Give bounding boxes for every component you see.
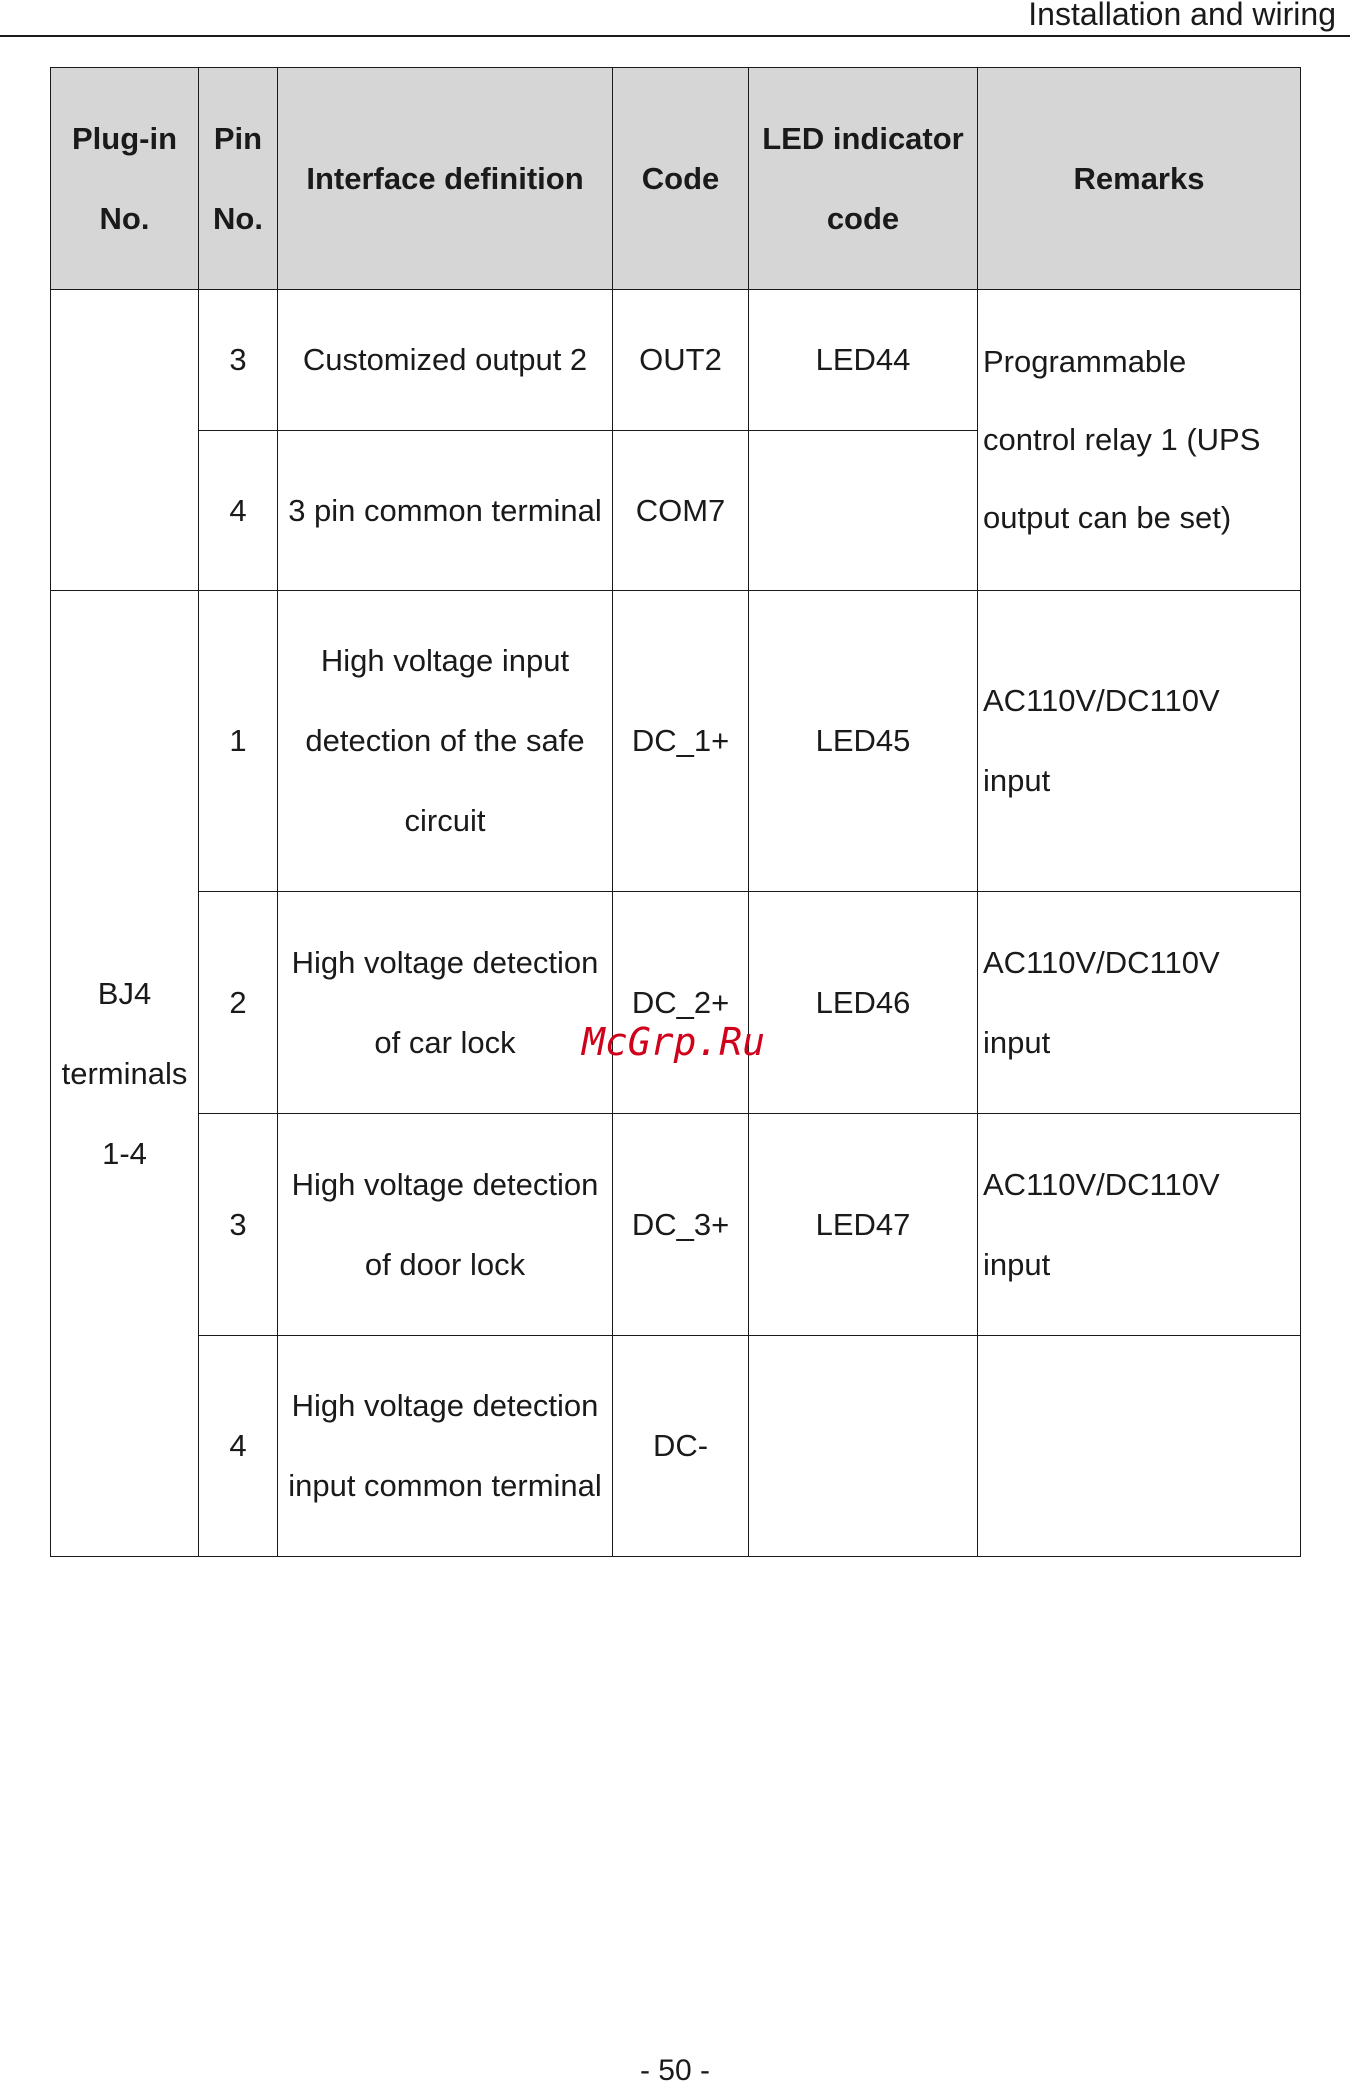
interface-definition-cell: Customized output 2	[278, 290, 613, 431]
interface-definition-cell: 3 pin common terminal	[278, 431, 613, 591]
plug-in-cell: BJ4 terminals 1-4	[51, 591, 199, 1557]
code-cell: DC-	[613, 1336, 749, 1557]
code-cell: COM7	[613, 431, 749, 591]
header-plug-in-no: Plug-in No.	[51, 68, 199, 290]
header-interface-definition: Interface definition	[278, 68, 613, 290]
interface-definition-cell: High voltage detection of car lock	[278, 892, 613, 1114]
code-cell: DC_3+	[613, 1114, 749, 1336]
led-cell: LED45	[749, 591, 978, 892]
interface-definition-cell: High voltage input detection of the safe circuit	[278, 591, 613, 892]
header-remarks: Remarks	[978, 68, 1301, 290]
header-pin-no: Pin No.	[199, 68, 278, 290]
table-row	[51, 892, 1301, 1114]
code-cell: OUT2	[613, 290, 749, 431]
interface-definition-cell: High voltage detection input common terminal	[278, 1336, 613, 1557]
header-led-indicator-code: LED indicator code	[749, 68, 978, 290]
led-cell	[749, 1336, 978, 1557]
led-cell: LED47	[749, 1114, 978, 1336]
pin-cell: 3	[199, 290, 278, 431]
table-row	[51, 290, 1301, 431]
pin-cell: 2	[199, 892, 278, 1114]
interface-table	[50, 67, 1301, 1557]
table-row	[51, 591, 1301, 892]
remarks-cell: Programmable control relay 1 (UPS output can be set)	[978, 290, 1301, 591]
led-cell: LED46	[749, 892, 978, 1114]
led-cell	[749, 431, 978, 591]
table-row	[51, 1114, 1301, 1336]
led-cell: LED44	[749, 290, 978, 431]
header-rule	[0, 35, 1350, 37]
remarks-cell: AC110V/DC110V input	[978, 591, 1301, 892]
interface-definition-cell: High voltage detection of door lock	[278, 1114, 613, 1336]
table-row	[51, 1336, 1301, 1557]
header-code: Code	[613, 68, 749, 290]
remarks-cell: AC110V/DC110V input	[978, 892, 1301, 1114]
remarks-cell: AC110V/DC110V input	[978, 1114, 1301, 1336]
table-header-row	[51, 68, 1301, 290]
watermark: McGrp.Ru	[582, 1020, 766, 1064]
pin-cell: 4	[199, 431, 278, 591]
remarks-cell	[978, 1336, 1301, 1557]
code-cell: DC_2+	[613, 892, 749, 1114]
plug-in-cell	[51, 290, 199, 591]
pin-cell: 1	[199, 591, 278, 892]
code-cell: DC_1+	[613, 591, 749, 892]
pin-cell: 3	[199, 1114, 278, 1336]
page-number: - 50 -	[639, 2054, 711, 2087]
section-title: Installation and wiring	[1028, 0, 1336, 32]
pin-cell: 4	[199, 1336, 278, 1557]
